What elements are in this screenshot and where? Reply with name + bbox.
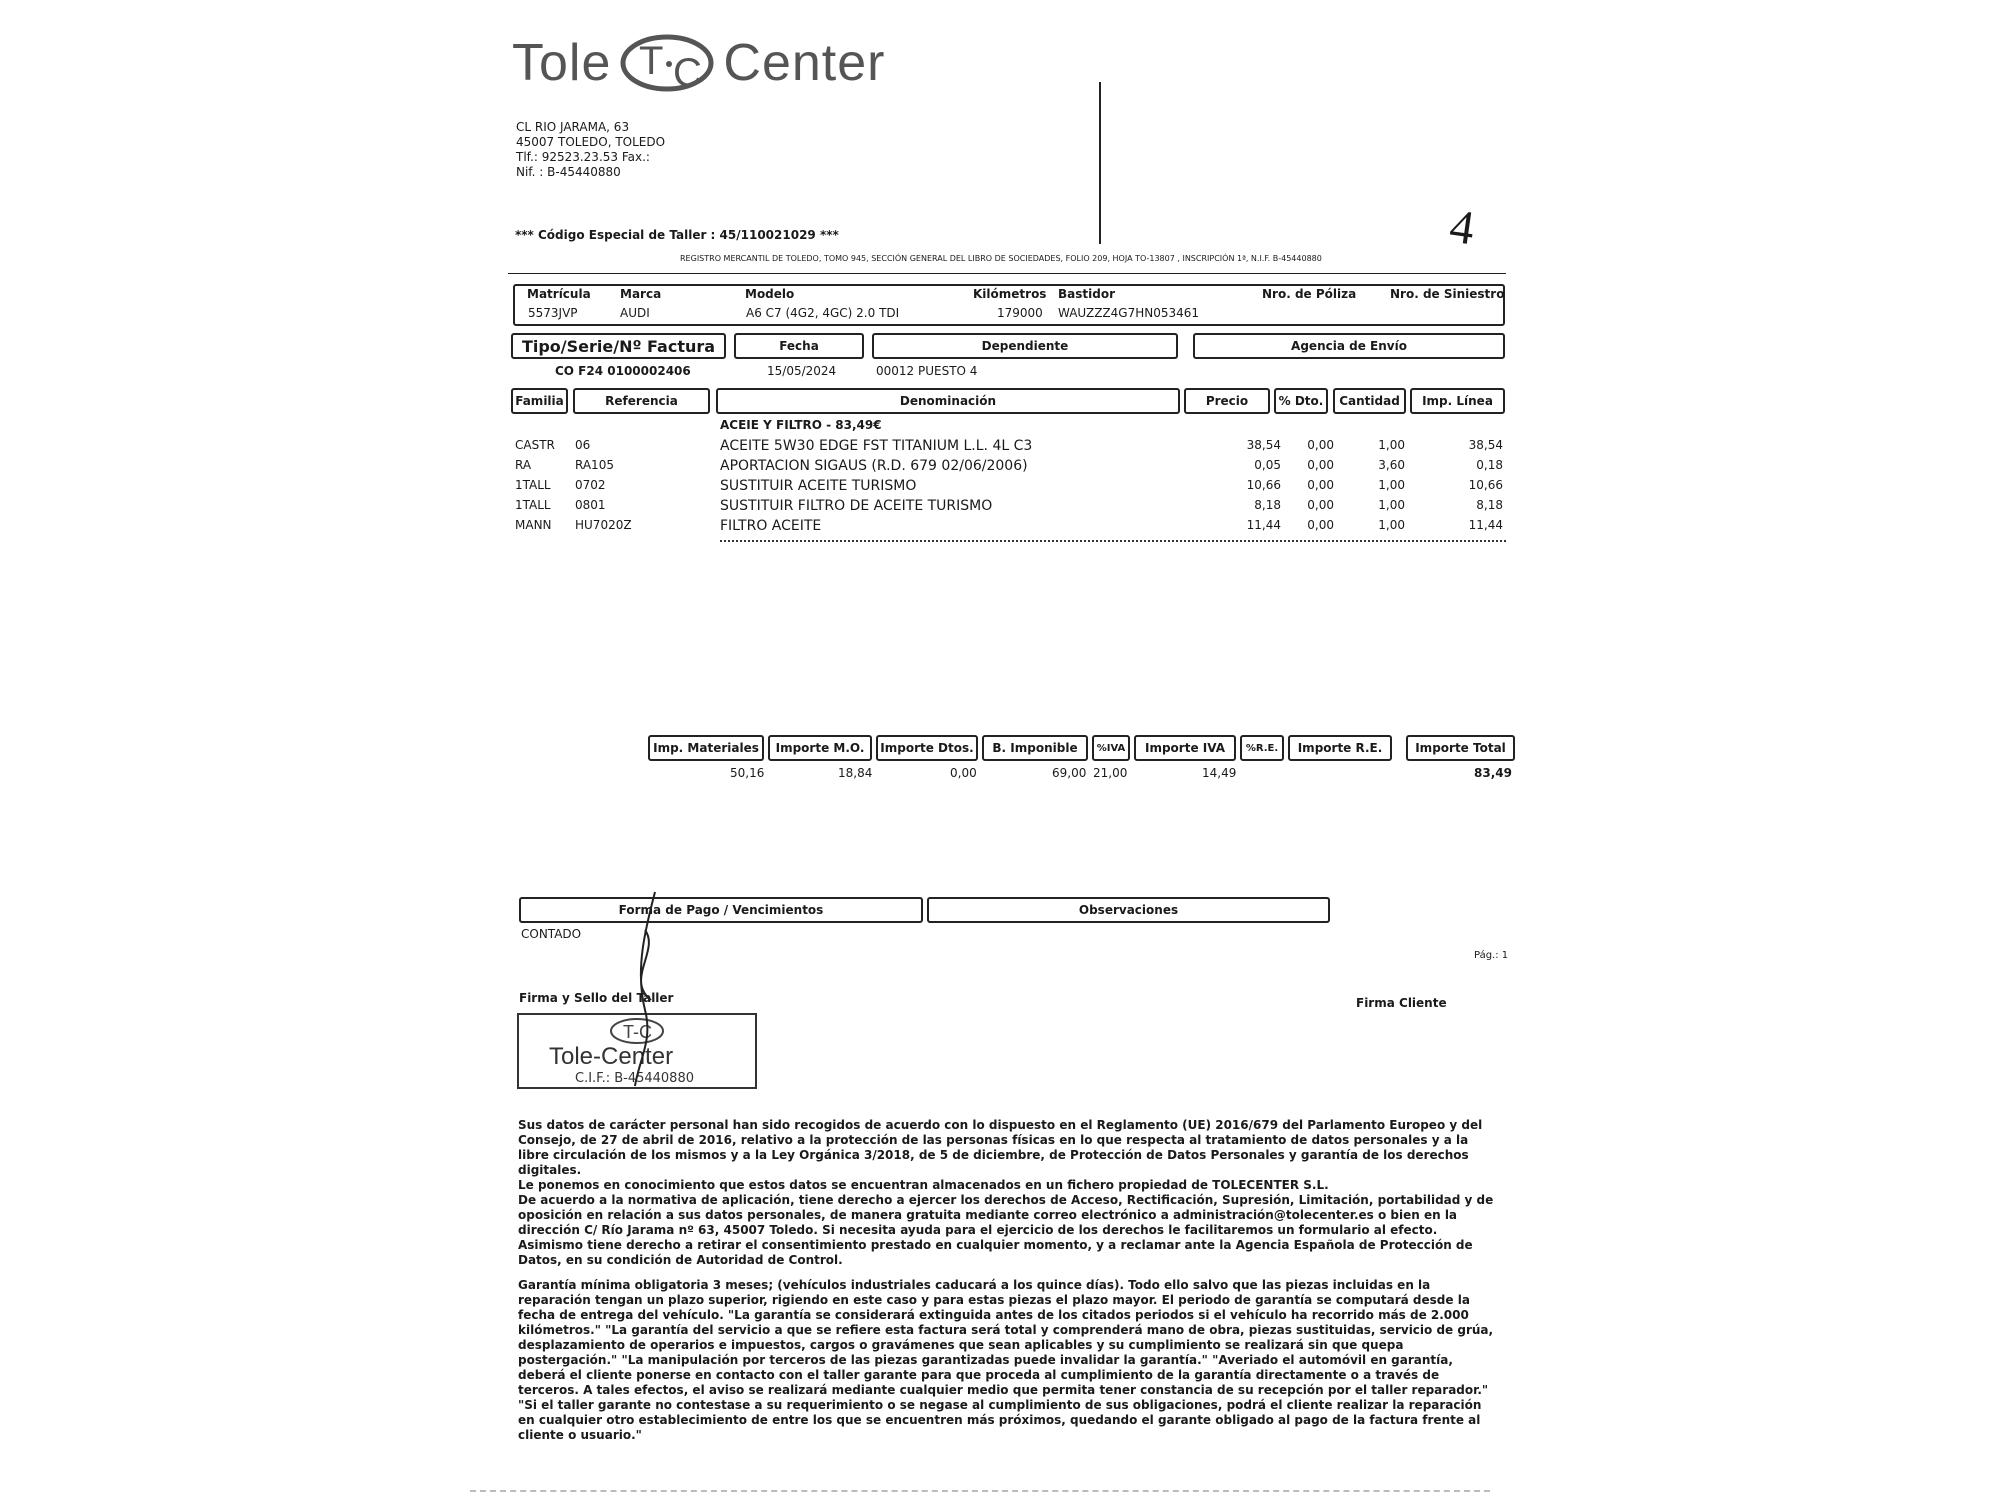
b-imponible-header: B. Imponible [982,735,1088,761]
denominacion-cell: SUSTITUIR FILTRO DE ACEITE TURISMO [720,498,993,514]
kilometros-header: Kilómetros [973,287,1047,301]
importe-iva-header: Importe IVA [1134,735,1236,761]
company-logo [512,28,885,98]
imp-materiales-value: 50,16 [730,766,765,780]
precio-cell: 11,44 [1246,518,1281,532]
referencia-cell: RA105 [575,458,614,472]
table-row [513,438,1503,458]
address-line: Nif. : B-45440880 [516,165,621,179]
cantidad-cell: 1,00 [1378,478,1405,492]
importe-dtos-header: Importe Dtos. [876,735,978,761]
referencia-cell: 0801 [575,498,606,512]
dto-cell: 0,00 [1307,498,1334,512]
stamp-name: Tole-Center [549,1043,674,1070]
cantidad-cell: 1,00 [1378,518,1405,532]
table-row [513,518,1503,538]
fecha-header: Fecha [734,333,864,359]
importe-total-value: 83,49 [1474,766,1512,780]
kilometros-value: 179000 [997,306,1043,320]
dto-cell: 0,00 [1307,518,1334,532]
denominacion-cell: SUSTITUIR ACEITE TURISMO [720,478,917,494]
referencia-cell: HU7020Z [575,518,632,532]
importe-cell: 10,66 [1468,478,1503,492]
matricula-value: 5573JVP [528,306,578,320]
data-protection-notice [518,1118,1498,1268]
importe-iva-value: 14,49 [1202,766,1237,780]
importe-re-header: Importe R.E. [1288,735,1392,761]
svg-text:T-C: T-C [623,1022,652,1042]
importe-mo-value: 18,84 [838,766,873,780]
end-of-lines-divider [720,540,1506,542]
tipo-factura-value: CO F24 0100002406 [555,364,691,378]
importe-linea-header: Imp. Línea [1410,388,1505,414]
dto-cell: 0,00 [1307,458,1334,472]
precio-cell: 38,54 [1246,438,1281,452]
address-line: 45007 TOLEDO, TOLEDO [516,135,666,149]
marca-value: AUDI [620,306,650,320]
dto-header: % Dto. [1274,388,1328,414]
familia-cell: 1TALL [515,478,551,492]
imp-materiales-header: Imp. Materiales [648,735,764,761]
cantidad-header: Cantidad [1333,388,1406,414]
handwritten-mark: 4 [1446,199,1478,256]
dependiente-value: 00012 PUESTO 4 [876,364,978,378]
denominacion-cell: APORTACION SIGAUS (R.D. 679 02/06/2006) [720,458,1028,474]
importe-cell: 38,54 [1468,438,1503,452]
forma-pago-header: Forma de Pago / Vencimientos [519,897,923,923]
table-row [513,458,1503,478]
importe-cell: 11,44 [1468,518,1503,532]
referencia-header: Referencia [573,388,710,414]
signature-scribble [615,890,675,1090]
legal-paragraph: De acuerdo a la normativa de aplicación, tiene derecho a ejercer los derechos de Acceso, Rectificación, Supresión, Limitación, portabilidad y de oposición en relación a sus datos personales, de manera gratuita mediante correo electrónico a administración@tolecenter.es o bien en la dirección C/ Río Jarama nº 63, 45007 Toledo. Si necesita ayuda para el ejercicio de los derechos le facilitaremos un formulario al efecto. [518,1193,1494,1237]
precio-cell: 0,05 [1254,458,1281,472]
modelo-header: Modelo [745,287,795,301]
denominacion-cell: FILTRO ACEITE [720,518,822,534]
agencia-header: Agencia de Envío [1193,333,1505,359]
importe-cell: 8,18 [1476,498,1503,512]
poliza-header: Nro. de Póliza [1262,287,1357,301]
cantidad-cell: 1,00 [1378,498,1405,512]
fold-line [1099,82,1101,244]
logo-text-right: Center [723,34,886,92]
importe-total-header: Importe Total [1406,735,1515,761]
legal-paragraph: Le ponemos en conocimiento que estos datos se encuentran almacenados en un fichero propiedad de TOLECENTER S.L. [518,1178,1329,1192]
siniestro-header: Nro. de Siniestro [1390,287,1505,301]
legal-paragraph: Sus datos de carácter personal han sido recogidos de acuerdo con lo dispuesto en el Reglamento (UE) 2016/679 del Parlamento Europeo y del Consejo, de 27 de abril de 2016, relativo a la protección de las personas físicas en lo que respecta al tratamiento de datos personales y a la libre circulación de los mismos y a la Ley Orgánica 3/2018, de 5 de diciembre, de Protección de Datos Personales y garantía de los derechos digitales. [518,1118,1483,1177]
precio-header: Precio [1184,388,1270,414]
stamp-cif: C.I.F.: B-45440880 [575,1071,694,1086]
familia-cell: CASTR [515,438,555,452]
tc-logo-icon [619,28,715,98]
legal-paragraph: Asimismo tiene derecho a retirar el consentimiento prestado en cualquier momento, y a reclamar ante la Agencia Española de Protección de Datos, en su condición de Autoridad de Control. [518,1238,1473,1267]
company-address [516,120,665,180]
dto-cell: 0,00 [1307,438,1334,452]
forma-pago-value: CONTADO [521,927,582,941]
importe-cell: 0,18 [1476,458,1503,472]
logo-text-left: Tole [512,34,612,92]
familia-cell: 1TALL [515,498,551,512]
importe-dtos-value: 0,00 [950,766,977,780]
iva-pct-value: 21,00 [1093,766,1128,780]
familia-cell: RA [515,458,532,472]
dto-cell: 0,00 [1307,478,1334,492]
bastidor-value: WAUZZZ4G7HN053461 [1058,306,1200,320]
iva-pct-header: %IVA [1092,735,1130,761]
registro-mercantil: REGISTRO MERCANTIL DE TOLEDO, TOMO 945, SECCIÓN GENERAL DEL LIBRO DE SOCIEDADES, FOLIO 209, HOJA TO-13807 , INSCRIPCIÓN 1ª, N.I.F. B-45440880 [680,254,1322,263]
precio-cell: 10,66 [1246,478,1281,492]
page-number: Pág.: 1 [1474,950,1509,961]
importe-mo-header: Importe M.O. [768,735,872,761]
modelo-value: A6 C7 (4G2, 4GC) 2.0 TDI [746,306,900,320]
warranty-notice: Garantía mínima obligatoria 3 meses; (vehículos industriales caducará a los quince días). Todo ello salvo que las piezas incluidas en la reparación tengan un plazo superior, rigiendo en este caso y para estas piezas el plazo mayor. El periodo de garantía se computará desde la fecha de entrega del vehículo. "La garantía se considerará extinguida antes de los citados periodos si el vehículo ha recorrido más de 2.000 kilómetros." "La garantía del servicio a que se refiere esta factura será total y comprenderá mano de obra, piezas sustituidas, servicio de grúa, desplazamiento de operarios e impuestos, cargos o gravámenes que sean aplicables y su cumplimiento se realizará sin que quepa postergación." "La manipulación por terceros de las piezas garantizadas puede invalidar la garantía." "Averiado el automóvil en garantía, deberá el cliente ponerse en contacto con el taller garante para que proceda al cumplimiento de la garantía directamente o a través de terceros. A tales efectos, el aviso se realizará mediante cualquier medio que permita tener constancia de su recepción por el taller reparador." "Si el taller garante no contestase a su requerimiento o se negase al cumplimiento de sus obligaciones, podrá el cliente realizar la reparación en cualquier otro establecimiento de entre los que se encuentren más próximos, quedando el garante obligado al pago de la factura frente al cliente o usuario." [518,1278,1494,1442]
table-row [513,478,1503,498]
familia-cell: MANN [515,518,552,532]
fecha-value: 15/05/2024 [767,364,837,378]
referencia-cell: 0702 [575,478,606,492]
address-line: Tlf.: 92523.23.53 Fax.: [516,150,650,164]
denominacion-header: Denominación [716,388,1180,414]
table-row [513,498,1503,518]
codigo-especial: *** Código Especial de Taller : 45/110021029 *** [515,228,839,242]
referencia-cell: 06 [575,438,591,452]
cantidad-cell: 1,00 [1378,438,1405,452]
header-divider [508,273,1506,274]
firma-cliente-label: Firma Cliente [1356,996,1447,1010]
precio-cell: 8,18 [1254,498,1281,512]
tipo-factura-header: Tipo/Serie/Nº Factura [511,333,726,359]
bastidor-header: Bastidor [1058,287,1115,301]
section-title: ACEIE Y FILTRO - 83,49€ [720,418,882,432]
observaciones-header: Observaciones [927,897,1330,923]
firma-taller-label: Firma y Sello del Taller [519,991,674,1005]
denominacion-cell: ACEITE 5W30 EDGE FST TITANIUM L.L. 4L C3 [720,438,1033,454]
b-imponible-value: 69,00 [1052,766,1087,780]
address-line: CL RIO JARAMA, 63 [516,120,630,134]
scan-edge-line [470,1490,1490,1492]
marca-header: Marca [620,287,662,301]
svg-text:C: C [673,51,704,95]
dependiente-header: Dependiente [872,333,1178,359]
svg-text:T: T [639,39,665,83]
matricula-header: Matrícula [527,287,591,301]
familia-header: Familia [511,388,568,414]
re-pct-header: %R.E. [1240,735,1284,761]
cantidad-cell: 3,60 [1378,458,1405,472]
